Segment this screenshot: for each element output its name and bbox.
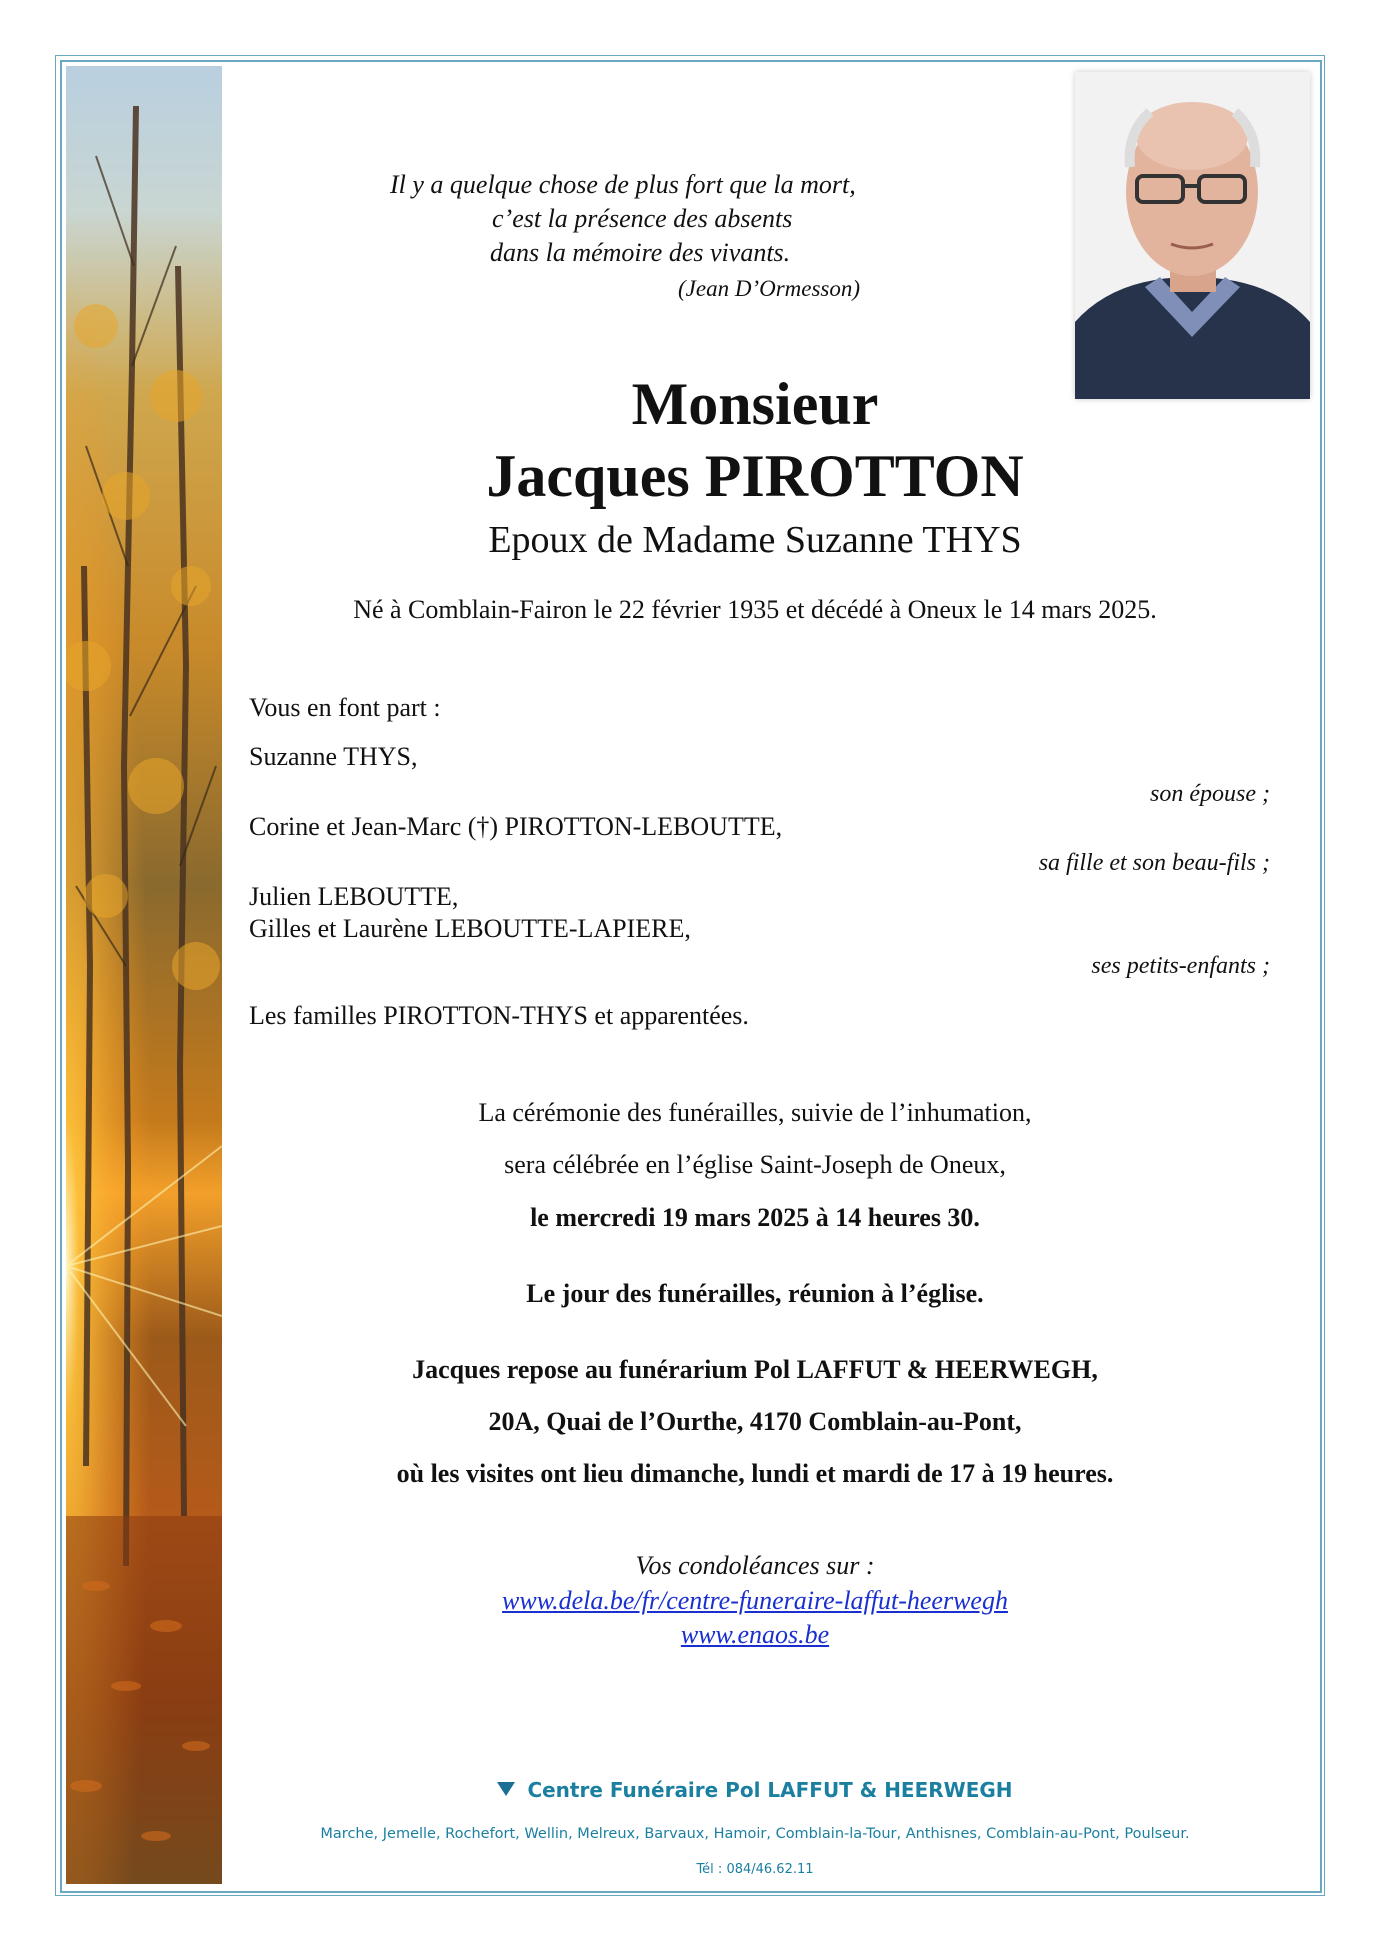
portrait-photo (1075, 72, 1310, 399)
ceremony-date: le mercredi 19 mars 2025 à 14 heures 30. (530, 1203, 980, 1232)
meeting-note: Le jour des funérailles, réunion à l’église. (526, 1279, 984, 1308)
birth-death-line: Né à Comblain-Fairon le 22 février 1935 et décédé à Oneux le 14 mars 2025. (353, 595, 1157, 624)
ceremony-line-1: La cérémonie des funérailles, suivie de l’inhumation, (478, 1098, 1032, 1127)
family-grandchild-2: Gilles et Laurène LEBOUTTE-LAPIERE, (249, 914, 691, 943)
family-grandchild-1: Julien LEBOUTTE, (249, 882, 459, 911)
autumn-forest-image (66, 66, 222, 1884)
family-intro: Vous en font part : (249, 693, 441, 722)
ceremony-line-2: sera célébrée en l’église Saint-Joseph de Oneux, (504, 1150, 1006, 1179)
quote-line-1: Il y a quelque chose de plus fort que la mort, (390, 170, 856, 199)
family-children-relation: sa fille et son beau-fils ; (1038, 850, 1270, 876)
family-spouse: Suzanne THYS, (249, 742, 418, 771)
honorific: Monsieur (631, 371, 879, 437)
visitation-line-2: 20A, Quai de l’Ourthe, 4170 Comblain-au-Pont, (488, 1407, 1022, 1436)
funeral-home-phone: Tél : 084/46.62.11 (696, 1862, 814, 1877)
visitation-line-3: où les visites ont lieu dimanche, lundi et mardi de 17 à 19 heures. (396, 1459, 1114, 1488)
quote-line-3: dans la mémoire des vivants. (490, 238, 791, 267)
condolences-link-dela[interactable]: www.dela.be/fr/centre-funeraire-laffut-heerwegh (502, 1586, 1008, 1615)
funeral-home-name (230, 1778, 1280, 1802)
condolences-link-enaos[interactable]: www.enaos.be (680, 1620, 830, 1649)
family-children: Corine et Jean-Marc (†) PIROTTON-LEBOUTTE, (249, 812, 783, 841)
deceased-name: Jacques PIROTTON (486, 443, 1024, 509)
triangle-down-icon (497, 1782, 515, 1796)
family-grandchildren-relation: ses petits-enfants ; (1091, 953, 1270, 979)
family-spouse-relation: son épouse ; (1150, 781, 1270, 807)
family-extended: Les familles PIROTTON-THYS et apparentées. (249, 1001, 749, 1030)
spouse-line: Epoux de Madame Suzanne THYS (488, 519, 1022, 561)
funeral-home-locations: Marche, Jemelle, Rochefort, Wellin, Melreux, Barvaux, Hamoir, Comblain-la-Tour, Anthisnes, Comblain-au-Pont, Poulseur. (320, 1826, 1190, 1842)
condolences-label: Vos condoléances sur : (635, 1551, 875, 1580)
quote-line-2: c’est la présence des absents (492, 204, 793, 233)
quote-author: (Jean D’Ormesson) (678, 276, 861, 301)
funeral-home-label: Centre Funéraire Pol LAFFUT & HEERWEGH (527, 1778, 1013, 1802)
visitation-line-1: Jacques repose au funérarium Pol LAFFUT & HEERWEGH, (412, 1355, 1098, 1384)
